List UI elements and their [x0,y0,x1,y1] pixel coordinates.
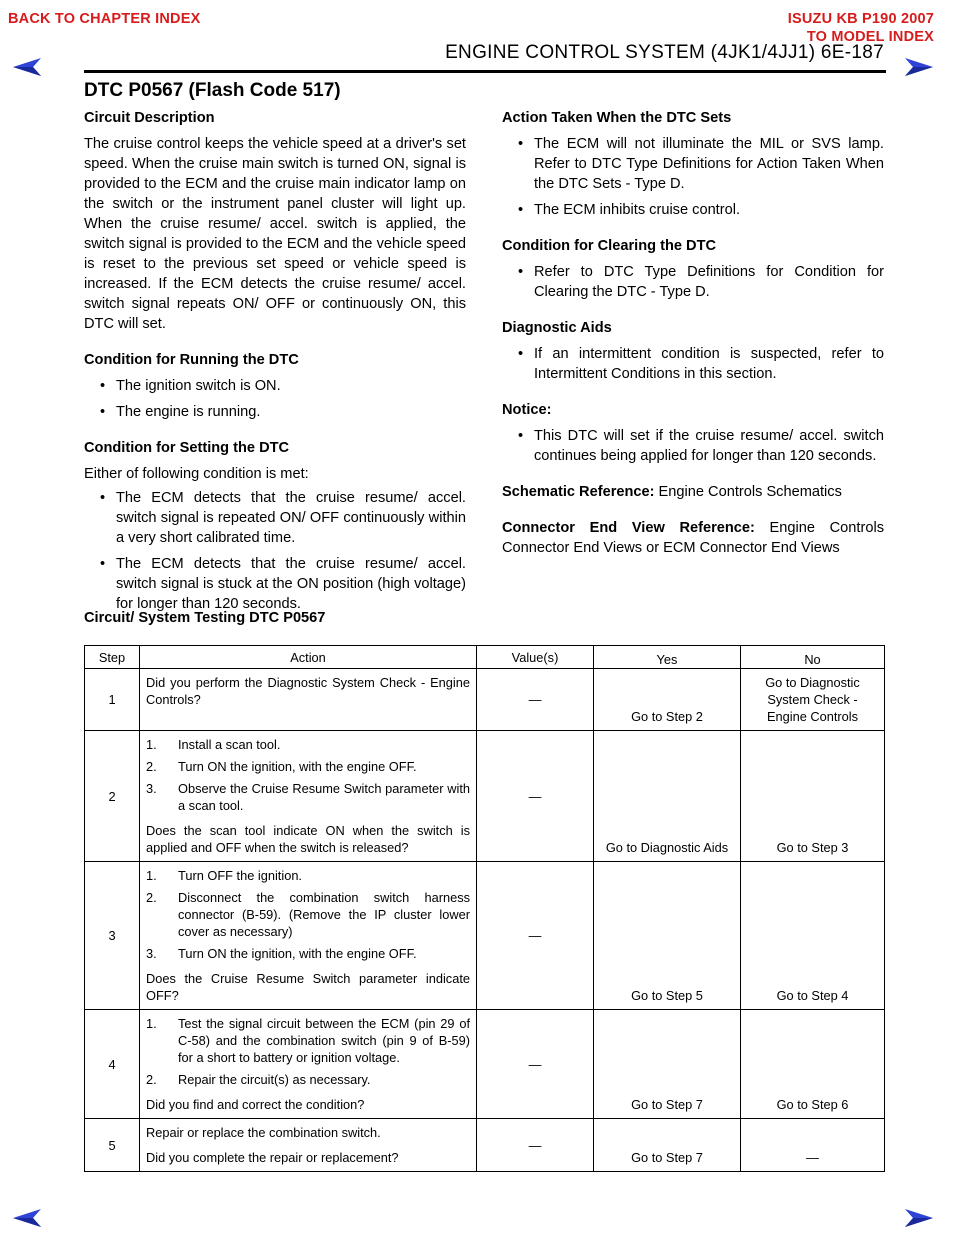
model-title-link[interactable]: ISUZU KB P190 2007 [787,11,934,27]
step-no: Go to Step 6 [741,1010,885,1119]
action-taken-list [502,134,884,220]
step-number: 2 [85,731,140,862]
notice-list [502,426,884,466]
step-number: 5 [85,1119,140,1172]
left-column [84,108,466,630]
step-no: Go to Step 3 [741,731,885,862]
clearing-condition-heading: Condition for Clearing the DTC [502,238,717,254]
list-item: • The engine is running. [84,402,466,422]
step-values: — [477,669,594,731]
diagnostic-aids-heading: Diagnostic Aids [502,320,612,336]
step-number: 1 [85,669,140,731]
list-item: • The ECM will not illuminate the MIL or SVS lamp. Refer to DTC Type Definitions for Action Taken When the DTC Sets - Type D. [502,134,884,194]
step-question: Did you complete the repair or replacement? [146,1150,399,1165]
list-item: • Refer to DTC Type Definitions for Condition for Clearing the DTC - Type D. [502,262,884,302]
list-item: 1. Install a scan tool. [146,737,281,752]
table-row [85,1119,885,1172]
step-no: — [741,1119,885,1172]
back-to-chapter-index-link[interactable]: BACK TO CHAPTER INDEX [8,11,201,27]
step-yes: Go to Step 5 [594,862,741,1010]
step-substeps [146,736,470,814]
step-question: Does the scan tool indicate ON when the switch is applied and OFF when the switch is released? [146,823,470,855]
step-action [140,731,477,862]
table-row [85,862,885,1010]
list-item: 3. Observe the Cruise Resume Switch parameter with a scan tool. [146,781,470,813]
diagnostic-steps-table [84,645,885,1172]
right-arrow-icon[interactable] [904,56,934,78]
list-item: 1. Turn OFF the ignition. [146,868,302,883]
step-values: — [477,731,594,862]
table-row [85,669,885,731]
step-action-text: Repair or replace the combination switch. [146,1125,381,1140]
step-action [140,669,477,731]
to-model-index-link[interactable]: TO MODEL INDEX [806,29,934,45]
table-row [85,1010,885,1119]
header-divider [84,70,886,73]
step-yes: Go to Step 7 [594,1119,741,1172]
list-item: 2. Disconnect the combination switch harness connector (B-59). (Remove the IP cluster lower cover as necessary) [146,890,470,939]
step-yes: Go to Diagnostic Aids [594,731,741,862]
step-number: 4 [85,1010,140,1119]
list-item: 3. Turn ON the ignition, with the engine OFF. [146,946,417,961]
list-item: • The ECM detects that the cruise resume/ accel. switch signal is stuck at the ON position (high voltage) for longer than 120 seconds. [84,554,466,614]
connector-reference [502,518,884,558]
left-arrow-icon[interactable] [12,1207,42,1229]
step-no: Go to Step 4 [741,862,885,1010]
step-question: Did you find and correct the condition? [146,1097,365,1112]
notice-heading: Notice: [502,402,552,418]
list-item: • If an intermittent condition is suspected, refer to Intermittent Conditions in this section. [502,344,884,384]
step-values: — [477,1119,594,1172]
list-item: 1. Test the signal circuit between the ECM (pin 29 of C-58) and the combination switch (pin 9 of B-59) for a short to battery or ignition voltage. [146,1016,470,1065]
step-yes: Go to Step 7 [594,1010,741,1119]
step-values: — [477,862,594,1010]
setting-condition-heading: Condition for Setting the DTC [84,440,290,456]
step-action [140,1119,477,1172]
header-no: No [741,646,885,669]
diagnostic-aids-list [502,344,884,384]
setting-condition-list [84,488,466,614]
table-title: Circuit/ System Testing DTC P0567 [84,610,326,626]
list-item: • The ignition switch is ON. [84,376,466,396]
list-item: 2. Repair the circuit(s) as necessary. [146,1072,371,1087]
list-item: • The ECM inhibits cruise control. [502,200,884,220]
step-substeps [146,1015,470,1088]
schematic-reference [502,482,884,502]
step-action [140,862,477,1010]
page-header: ENGINE CONTROL SYSTEM (4JK1/4JJ1) 6E-187 [445,42,884,63]
step-number: 3 [85,862,140,1010]
circuit-description-text: The cruise control keeps the vehicle speed at a driver's set speed. When the cruise main switch is turned ON, signal is provided to the ECM and the cruise main indicator lamp on the switch or the instrument panel cluster will light up. When the cruise resume/ accel. switch is applied, the switch signal is provided to the ECM and the vehicle speed is reset to the previous set speed or vehicle speed is increased. If the ECM detects the cruise resume/ accel. switch signal repeats ON/ OFF or continuously ON, this DTC will set. [84,136,466,332]
header-values: Value(s) [477,646,594,669]
action-taken-heading: Action Taken When the DTC Sets [502,110,732,126]
list-item: • The ECM detects that the cruise resume/ accel. switch signal is repeated ON/ OFF continuously within a very short calibrated time. [84,488,466,548]
header-action: Action [140,646,477,669]
step-action [140,1010,477,1119]
header-yes: Yes [594,646,741,669]
header-step: Step [85,646,140,669]
step-yes: Go to Step 2 [594,669,741,731]
schematic-reference-value: Engine Controls Schematics [654,484,842,500]
connector-reference-label: Connector End View Reference: [502,520,755,536]
page-title: DTC P0567 (Flash Code 517) [84,80,341,101]
step-substeps [146,867,470,962]
step-values: — [477,1010,594,1119]
clearing-condition-list [502,262,884,302]
table-header-row [85,646,885,669]
schematic-reference-label: Schematic Reference: [502,484,655,500]
step-no: Go to Diagnostic System Check - Engine Controls [741,669,885,731]
left-arrow-icon[interactable] [12,56,42,78]
setting-condition-intro: Either of following condition is met: [84,466,309,482]
right-arrow-icon[interactable] [904,1207,934,1229]
running-condition-list [84,376,466,422]
circuit-description-heading: Circuit Description [84,110,215,126]
table-row [85,731,885,862]
connector-reference-value: Engine Controls Connector End Views or ECM Connector End Views [502,520,884,556]
step-action-text: Did you perform the Diagnostic System Check - Engine Controls? [146,675,470,707]
running-condition-heading: Condition for Running the DTC [84,352,299,368]
list-item: 2. Turn ON the ignition, with the engine OFF. [146,759,417,774]
right-column [502,108,884,574]
list-item: • This DTC will set if the cruise resume/ accel. switch continues being applied for longer than 120 seconds. [502,426,884,466]
step-question: Does the Cruise Resume Switch parameter indicate OFF? [146,971,470,1003]
